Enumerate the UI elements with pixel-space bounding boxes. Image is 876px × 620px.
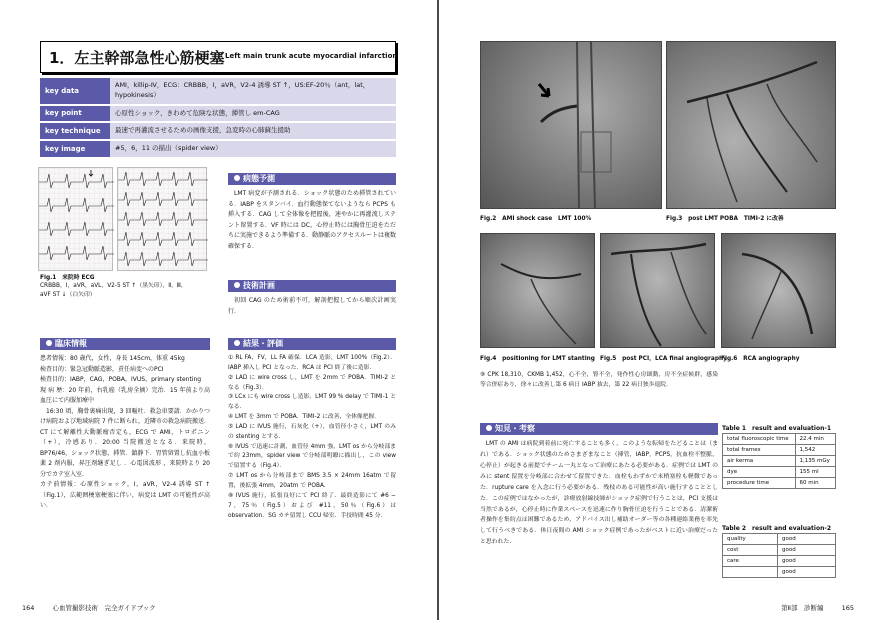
results-item: ④ LMT を 3mm で POBA．TIMI-2 に改善，全体像把握．	[228, 414, 381, 421]
bullet-icon	[234, 175, 240, 181]
section-title: 臨床情報	[55, 339, 87, 348]
table-row	[723, 434, 836, 445]
clinical-text	[40, 354, 210, 512]
clinical-line: 検査目的：緊急冠動脈造影，責任病変へのPCI	[40, 365, 164, 373]
angiography-image-fig4	[480, 233, 595, 348]
section-header-clinical	[40, 338, 210, 350]
fig1-caption-title: Fig.1 来院時 ECG	[40, 275, 95, 281]
section-title: 病態予測	[243, 174, 275, 183]
fig6-caption: Fig.6 RCA angiography	[721, 356, 800, 362]
table-row	[723, 534, 836, 545]
bullet-icon	[46, 340, 52, 346]
ecg-image-chest-leads	[117, 167, 207, 271]
key-label: key image	[40, 141, 110, 157]
fig2-caption: Fig.2 AMI shock case LMT 100%	[480, 216, 592, 222]
angiography-image-fig2	[480, 41, 662, 209]
chapter-title-box	[40, 41, 396, 73]
section-header-discussion	[480, 423, 718, 435]
table-cell: care	[723, 556, 778, 567]
book-title: 心血管撮影技術 完全ガイドブック	[52, 604, 156, 612]
clinical-line: 16:30 頃，胸骨裏痛出現，3 回嘔吐．救急車要請．かかりつけ病院および地域病院 7 件に断られ，近隣市の救急病院搬送．CT にて解離性大動脈瘤否定も，ECG で AMI，トロポニン（+），冷感あり．20:00 当院搬送となる．来院時，BP76/46，ショック状態，挿管．鎮静下．胃管留置し抗血小板薬 2 剤内服，昇圧剤継ぎ足し ．心電図波形 ，来院時より 20 分でカテ室入室．	[40, 407, 210, 478]
plan-text: 初回 CAG のため術前不可，解剖把握してから順次計画実行．	[228, 297, 396, 315]
section-header-results	[228, 338, 396, 350]
table-cell: quality	[723, 534, 778, 545]
clinical-line: 現 病 歴：20 年前，右乳癌（乳房全摘）完治．15 年前より高血圧にて内服加療中	[40, 386, 210, 404]
table-row	[723, 478, 836, 489]
page-number: 165	[841, 604, 854, 612]
key-row	[40, 106, 396, 124]
page-footer	[781, 603, 854, 612]
clinical-line: 検査目的：IABP，CAG，POBA，IVUS，primary stenting	[40, 376, 202, 383]
bullet-icon	[486, 425, 492, 431]
table-row	[723, 456, 836, 467]
fig1-caption-line: aVF ST ↓（白矢印）	[40, 291, 96, 298]
key-row	[40, 123, 396, 141]
angiography-image-fig6	[721, 233, 836, 348]
table-cell: 22.4 min	[795, 434, 835, 445]
table-cell: good	[778, 534, 836, 545]
section-title: 技術計画	[243, 281, 275, 290]
chapter-title-en: Left main trunk acute myocardial infarction	[225, 52, 398, 60]
results-item: ③ LCx にも wire cross し造影，LMT 99 % delay で TIMI-1 となる．	[228, 394, 396, 411]
chapter-title-jp: 1．左主幹部急性心筋梗塞	[49, 49, 225, 67]
table-row	[723, 445, 836, 456]
key-data-table	[40, 78, 396, 159]
key-value: AMI，killip-Ⅳ，ECG：CRBBB，Ⅰ，aVR，V2-4 誘導 ST ↑，US:EF-20％（ant，lat，hypokinesis）	[110, 78, 396, 104]
angiography-image-fig3	[666, 41, 836, 209]
results-item: ② LAD に wire cross し，LMT を 2mm で POBA．TIMI-2 となる（Fig.3）．	[228, 374, 396, 391]
table1-title: Table 1 result and evaluation-1	[722, 425, 832, 432]
fig5-caption: Fig.5 post PCI，LCA final angiography	[600, 356, 727, 362]
table-cell: 1,135 mGy	[795, 456, 835, 467]
table-cell: total fluoroscopic time	[723, 434, 796, 445]
fig4-caption: Fig.4 positioning for LMT stanting	[480, 356, 595, 362]
table-cell: dye	[723, 467, 796, 478]
key-row	[40, 78, 396, 106]
results-item: ⑥ IVUS で迅速に計測，血管径 4mm 強，LMT os から分岐部まで約 23mm，spider view で分岐部明瞭に描出し，この view で留置する（Fig.4）．	[228, 443, 396, 470]
section-title: 結果・評価	[243, 339, 283, 348]
fig1-caption	[40, 274, 220, 299]
table2-title: Table 2 result and evaluation-2	[722, 525, 832, 532]
right-page	[439, 0, 876, 620]
table-row	[723, 545, 836, 556]
key-label: key data	[40, 78, 110, 104]
pathology-text: LMT 病変が予測される．ショック状態のため挿管されている．IABP をスタンバイ．血行動態保てないようなら PCPS も挿入する．CAG して全体像を把握後，速やかに再灌流しステント留置する．VF 時には DC，心停止時には胸骨圧迫をただちに実施できるよう準備する．動静脈のアクセスルートは複数確保する．	[228, 190, 396, 250]
table-cell: total frames	[723, 445, 796, 456]
result-table-2	[722, 533, 836, 578]
table-row	[723, 567, 836, 578]
key-value: 最速で再灌流させるための画像支援，急変時の心肺蘇生援助	[110, 123, 396, 139]
page-footer	[22, 603, 156, 612]
key-row	[40, 141, 396, 159]
discussion-text: LMT の AMI は病院到着前に死亡することも多く，このような転帰をたどることは（まれ）である．ショック状態のためさまざまなこと（挿管，IABP，PCPS，抗血栓不整脈，心停止）が起きる前提でチーム一丸となって治療にあたる必要がある．症例では LMT のみに stent 留置を分岐部に合わせて留置できた．血栓もわずかで末梢塞栓も軽微であった．rupture care を入念に行う必要がある．残枝のある可能性が高い施行することとした．この症例ではなかったが，診療放射線技師がショック症例で行うことは，PCI 支援は当然であるが，心停止時に作業スペースを迅速に作り胸骨圧迫を行うことである．清潔術者操作を集約点は困難であるため，アドバイス出し補助オーダー等の各種連絡業務を率先して行うべきである．休日夜間の AMI ショック症例であったがベストに近い治療だったと思われた．	[480, 441, 718, 546]
bullet-icon	[234, 282, 240, 288]
fig3-caption: Fig.3 post LMT POBA TIMI-2 に改善	[666, 216, 784, 222]
result-item-9: ⑨ CPK 18,310，CKMB 1,452，心不全，腎不全，発作性心房細動，房不全症候群，感染等合併症あり，徐々に改善し第 6 病日 IABP 抜去，第 22 病日独歩退院．	[480, 372, 718, 388]
key-label: key technique	[40, 123, 110, 139]
table-row	[723, 556, 836, 567]
table-cell: good	[778, 545, 836, 556]
key-value: #5，6，11 の描出（spider view）	[110, 141, 396, 157]
table-cell: good	[778, 556, 836, 567]
result-table-1	[722, 433, 836, 489]
results-text	[228, 354, 396, 521]
clinical-line: 患者情報：80 歳代，女性，身長 145cm，体重 45kg	[40, 355, 185, 362]
results-item: ⑤ LAD に IVUS 施行，石灰化（+），血管径小さく，LMT のみの stenting とする．	[228, 423, 396, 440]
angiography-image-fig5	[600, 233, 715, 348]
page-number: 164	[22, 604, 35, 612]
bullet-icon	[234, 340, 240, 346]
table-cell: good	[778, 567, 836, 578]
results-item: ① RL FA，FV，LL FA 確保．LCA 造影，LMT 100%（Fig.2）．IABP 挿入し PCI となった．RCA は PCI 終了後に造影．	[228, 355, 396, 371]
table-cell: 60 min	[795, 478, 835, 489]
fig1-caption-line: CRBBB，Ⅰ，aVR，aVL，V2-5 ST ↑（黒矢印），Ⅱ，Ⅲ，	[40, 283, 187, 290]
table-cell: air kerma	[723, 456, 796, 467]
table-cell: 155 ml	[795, 467, 835, 478]
table-cell	[723, 567, 778, 578]
results-item: ⑦ LMT os から分岐部まで BMS 3.5 × 24mm 16atm で留置，後拡張 4mm，20atm で POBA．	[228, 473, 396, 489]
table-row	[723, 467, 836, 478]
key-value: 心原性ショック，きわめて危険な状態，挿管し em-CAG	[110, 106, 396, 122]
left-page	[0, 0, 437, 620]
table-cell: cost	[723, 545, 778, 556]
key-label: key point	[40, 106, 110, 122]
section-header-pathology	[228, 173, 396, 185]
section-title: 知見・考察	[495, 424, 535, 433]
ecg-image-limb-leads	[38, 167, 113, 271]
clinical-line: カテ前情報：心原性ショック，Ⅰ，aVR，V2-4 誘導 ST ↑（Fig.1），広範囲梗塞梗塞に伴い，病変は LMT の可能性が高い．	[40, 481, 210, 509]
table-cell: 1,542	[795, 445, 835, 456]
results-item: ⑧ IVUS 施行，拡張良好にて PCI 終了．最終造影にて #6 − 7，75％（Fig.5）および #11，50％（Fig.6）は observation．SG カテ留置し CCU 帰室．手技時間 45 分．	[228, 492, 396, 519]
chapter-label: 第Ⅱ部 診断編	[781, 604, 824, 612]
section-header-plan	[228, 280, 396, 292]
table-cell: procedure time	[723, 478, 796, 489]
